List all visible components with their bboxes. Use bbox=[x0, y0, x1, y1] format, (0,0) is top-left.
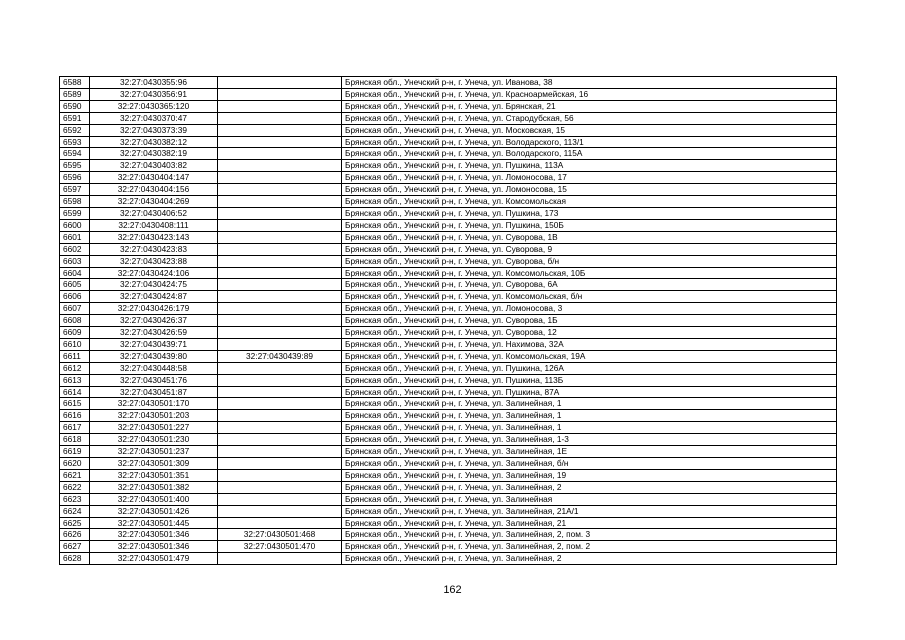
table-row bbox=[60, 422, 837, 434]
address-cell: Брянская обл., Унечский р-н, г. Унеча, ул. Залинейная, 2, пом. 2 bbox=[342, 541, 837, 553]
parent-cadastral-number-cell bbox=[218, 303, 342, 315]
address-cell: Брянская обл., Унечский р-н, г. Унеча, ул. Комсомольская, 10Б bbox=[342, 267, 837, 279]
row-number-cell: 6616 bbox=[60, 410, 90, 422]
table-row bbox=[60, 267, 837, 279]
table-row bbox=[60, 124, 837, 136]
cadastral-number-cell: 32:27:0430423:83 bbox=[90, 243, 218, 255]
parent-cadastral-number-cell bbox=[218, 148, 342, 160]
row-number-cell: 6607 bbox=[60, 303, 90, 315]
parent-cadastral-number-cell bbox=[218, 88, 342, 100]
cadastral-number-cell: 32:27:0430501:203 bbox=[90, 410, 218, 422]
address-cell: Брянская обл., Унечский р-н, г. Унеча, ул. Залинейная, 21 bbox=[342, 517, 837, 529]
cadastral-number-cell: 32:27:0430451:87 bbox=[90, 386, 218, 398]
parent-cadastral-number-cell bbox=[218, 434, 342, 446]
cadastral-number-cell: 32:27:0430448:58 bbox=[90, 362, 218, 374]
parent-cadastral-number-cell bbox=[218, 136, 342, 148]
table-row bbox=[60, 446, 837, 458]
cadastral-number-cell: 32:27:0430355:96 bbox=[90, 77, 218, 89]
row-number-cell: 6610 bbox=[60, 338, 90, 350]
parent-cadastral-number-cell bbox=[218, 469, 342, 481]
cadastral-number-cell: 32:27:0430501:309 bbox=[90, 458, 218, 470]
table-row bbox=[60, 136, 837, 148]
row-number-cell: 6598 bbox=[60, 196, 90, 208]
cadastral-number-cell: 32:27:0430426:179 bbox=[90, 303, 218, 315]
row-number-cell: 6602 bbox=[60, 243, 90, 255]
row-number-cell: 6615 bbox=[60, 398, 90, 410]
address-cell: Брянская обл., Унечский р-н, г. Унеча, ул. Залинейная, 2 bbox=[342, 481, 837, 493]
parent-cadastral-number-cell bbox=[218, 422, 342, 434]
table-row bbox=[60, 434, 837, 446]
table-row bbox=[60, 172, 837, 184]
parent-cadastral-number-cell bbox=[218, 458, 342, 470]
parent-cadastral-number-cell bbox=[218, 553, 342, 565]
address-cell: Брянская обл., Унечский р-н, г. Унеча, ул. Комсомольская, б/н bbox=[342, 291, 837, 303]
address-cell: Брянская обл., Унечский р-н, г. Унеча, ул. Залинейная, 1 bbox=[342, 410, 837, 422]
address-cell: Брянская обл., Унечский р-н, г. Унеча, ул. Брянская, 21 bbox=[342, 100, 837, 112]
row-number-cell: 6617 bbox=[60, 422, 90, 434]
address-cell: Брянская обл., Унечский р-н, г. Унеча, ул. Красноармейская, 16 bbox=[342, 88, 837, 100]
table-row bbox=[60, 279, 837, 291]
address-cell: Брянская обл., Унечский р-н, г. Унеча, ул. Пушкина, 150Б bbox=[342, 219, 837, 231]
address-cell: Брянская обл., Унечский р-н, г. Унеча, ул. Володарского, 113/1 bbox=[342, 136, 837, 148]
table-row bbox=[60, 77, 837, 89]
address-cell: Брянская обл., Унечский р-н, г. Унеча, ул. Залинейная, 2 bbox=[342, 553, 837, 565]
cadastral-number-cell: 32:27:0430424:75 bbox=[90, 279, 218, 291]
parent-cadastral-number-cell bbox=[218, 410, 342, 422]
address-cell: Брянская обл., Унечский р-н, г. Унеча, ул. Московская, 15 bbox=[342, 124, 837, 136]
cadastral-number-cell: 32:27:0430382:19 bbox=[90, 148, 218, 160]
table-row bbox=[60, 255, 837, 267]
cadastral-number-cell: 32:27:0430501:227 bbox=[90, 422, 218, 434]
cadastral-number-cell: 32:27:0430501:346 bbox=[90, 529, 218, 541]
address-cell: Брянская обл., Унечский р-н, г. Унеча, ул. Суворова, 6А bbox=[342, 279, 837, 291]
cadastral-number-cell: 32:27:0430501:445 bbox=[90, 517, 218, 529]
cadastral-number-cell: 32:27:0430426:37 bbox=[90, 315, 218, 327]
address-cell: Брянская обл., Унечский р-н, г. Унеча, ул. Комсомольская bbox=[342, 196, 837, 208]
parent-cadastral-number-cell bbox=[218, 231, 342, 243]
row-number-cell: 6601 bbox=[60, 231, 90, 243]
table-row bbox=[60, 338, 837, 350]
address-cell: Брянская обл., Унечский р-н, г. Унеча, ул. Володарского, 115А bbox=[342, 148, 837, 160]
parent-cadastral-number-cell bbox=[218, 100, 342, 112]
row-number-cell: 6619 bbox=[60, 446, 90, 458]
row-number-cell: 6596 bbox=[60, 172, 90, 184]
parent-cadastral-number-cell bbox=[218, 219, 342, 231]
address-cell: Брянская обл., Унечский р-н, г. Унеча, ул. Пушкина, 173 bbox=[342, 207, 837, 219]
parent-cadastral-number-cell bbox=[218, 338, 342, 350]
address-cell: Брянская обл., Унечский р-н, г. Унеча, ул. Суворова, 12 bbox=[342, 327, 837, 339]
address-cell: Брянская обл., Унечский р-н, г. Унеча, ул. Пушкина, 113Б bbox=[342, 374, 837, 386]
parent-cadastral-number-cell bbox=[218, 505, 342, 517]
row-number-cell: 6606 bbox=[60, 291, 90, 303]
row-number-cell: 6604 bbox=[60, 267, 90, 279]
row-number-cell: 6597 bbox=[60, 184, 90, 196]
row-number-cell: 6624 bbox=[60, 505, 90, 517]
address-cell: Брянская обл., Унечский р-н, г. Унеча, ул. Залинейная, 1 bbox=[342, 422, 837, 434]
cadastral-number-cell: 32:27:0430424:106 bbox=[90, 267, 218, 279]
address-cell: Брянская обл., Унечский р-н, г. Унеча, ул. Залинейная, 21А/1 bbox=[342, 505, 837, 517]
parent-cadastral-number-cell: 32:27:0430501:468 bbox=[218, 529, 342, 541]
row-number-cell: 6608 bbox=[60, 315, 90, 327]
table-row bbox=[60, 541, 837, 553]
table-row bbox=[60, 398, 837, 410]
table-row bbox=[60, 410, 837, 422]
parent-cadastral-number-cell bbox=[218, 124, 342, 136]
table-row bbox=[60, 303, 837, 315]
parent-cadastral-number-cell bbox=[218, 315, 342, 327]
row-number-cell: 6612 bbox=[60, 362, 90, 374]
table-row bbox=[60, 243, 837, 255]
row-number-cell: 6620 bbox=[60, 458, 90, 470]
cadastral-number-cell: 32:27:0430423:88 bbox=[90, 255, 218, 267]
address-cell: Брянская обл., Унечский р-н, г. Унеча, ул. Пушкина, 126А bbox=[342, 362, 837, 374]
address-cell: Брянская обл., Унечский р-н, г. Унеча, ул. Иванова, 38 bbox=[342, 77, 837, 89]
parent-cadastral-number-cell bbox=[218, 446, 342, 458]
row-number-cell: 6599 bbox=[60, 207, 90, 219]
parent-cadastral-number-cell bbox=[218, 172, 342, 184]
row-number-cell: 6618 bbox=[60, 434, 90, 446]
address-cell: Брянская обл., Унечский р-н, г. Унеча, ул. Суворова, 1В bbox=[342, 231, 837, 243]
parent-cadastral-number-cell bbox=[218, 374, 342, 386]
parent-cadastral-number-cell bbox=[218, 196, 342, 208]
row-number-cell: 6621 bbox=[60, 469, 90, 481]
address-cell: Брянская обл., Унечский р-н, г. Унеча, ул. Залинейная, 1 bbox=[342, 398, 837, 410]
row-number-cell: 6591 bbox=[60, 112, 90, 124]
parent-cadastral-number-cell bbox=[218, 160, 342, 172]
parent-cadastral-number-cell bbox=[218, 517, 342, 529]
table-row bbox=[60, 219, 837, 231]
address-cell: Брянская обл., Унечский р-н, г. Унеча, ул. Залинейная, 19 bbox=[342, 469, 837, 481]
cadastral-number-cell: 32:27:0430408:111 bbox=[90, 219, 218, 231]
table-row bbox=[60, 469, 837, 481]
row-number-cell: 6588 bbox=[60, 77, 90, 89]
table-row bbox=[60, 196, 837, 208]
row-number-cell: 6627 bbox=[60, 541, 90, 553]
cadastral-number-cell: 32:27:0430404:147 bbox=[90, 172, 218, 184]
row-number-cell: 6595 bbox=[60, 160, 90, 172]
row-number-cell: 6622 bbox=[60, 481, 90, 493]
parent-cadastral-number-cell bbox=[218, 362, 342, 374]
table-row bbox=[60, 327, 837, 339]
address-cell: Брянская обл., Унечский р-н, г. Унеча, ул. Ломоносова, 3 bbox=[342, 303, 837, 315]
cadastral-number-cell: 32:27:0430501:351 bbox=[90, 469, 218, 481]
cadastral-number-cell: 32:27:0430423:143 bbox=[90, 231, 218, 243]
table-row bbox=[60, 517, 837, 529]
table-row bbox=[60, 529, 837, 541]
row-number-cell: 6614 bbox=[60, 386, 90, 398]
parent-cadastral-number-cell bbox=[218, 112, 342, 124]
row-number-cell: 6590 bbox=[60, 100, 90, 112]
row-number-cell: 6625 bbox=[60, 517, 90, 529]
cadastral-number-cell: 32:27:0430439:80 bbox=[90, 350, 218, 362]
parent-cadastral-number-cell bbox=[218, 481, 342, 493]
table-row bbox=[60, 231, 837, 243]
table-row bbox=[60, 493, 837, 505]
cadastral-number-cell: 32:27:0430403:82 bbox=[90, 160, 218, 172]
table-row bbox=[60, 100, 837, 112]
row-number-cell: 6611 bbox=[60, 350, 90, 362]
cadastral-number-cell: 32:27:0430439:71 bbox=[90, 338, 218, 350]
table-row bbox=[60, 315, 837, 327]
row-number-cell: 6626 bbox=[60, 529, 90, 541]
table-row bbox=[60, 505, 837, 517]
address-cell: Брянская обл., Унечский р-н, г. Унеча, ул. Залинейная, 1Е bbox=[342, 446, 837, 458]
table-row bbox=[60, 207, 837, 219]
address-cell: Брянская обл., Унечский р-н, г. Унеча, ул. Пушкина, 113А bbox=[342, 160, 837, 172]
table-row bbox=[60, 386, 837, 398]
address-cell: Брянская обл., Унечский р-н, г. Унеча, ул. Залинейная bbox=[342, 493, 837, 505]
address-cell: Брянская обл., Унечский р-н, г. Унеча, ул. Пушкина, 87А bbox=[342, 386, 837, 398]
property-registry-table bbox=[59, 76, 837, 565]
cadastral-number-cell: 32:27:0430426:59 bbox=[90, 327, 218, 339]
parent-cadastral-number-cell bbox=[218, 207, 342, 219]
table-row bbox=[60, 553, 837, 565]
address-cell: Брянская обл., Унечский р-н, г. Унеча, ул. Залинейная, б/н bbox=[342, 458, 837, 470]
parent-cadastral-number-cell: 32:27:0430501:470 bbox=[218, 541, 342, 553]
row-number-cell: 6589 bbox=[60, 88, 90, 100]
cadastral-number-cell: 32:27:0430404:269 bbox=[90, 196, 218, 208]
address-cell: Брянская обл., Унечский р-н, г. Унеча, ул. Комсомольская, 19А bbox=[342, 350, 837, 362]
address-cell: Брянская обл., Унечский р-н, г. Унеча, ул. Ломоносова, 17 bbox=[342, 172, 837, 184]
cadastral-number-cell: 32:27:0430501:479 bbox=[90, 553, 218, 565]
parent-cadastral-number-cell bbox=[218, 398, 342, 410]
row-number-cell: 6600 bbox=[60, 219, 90, 231]
address-cell: Брянская обл., Унечский р-н, г. Унеча, ул. Ломоносова, 15 bbox=[342, 184, 837, 196]
table-row bbox=[60, 374, 837, 386]
cadastral-number-cell: 32:27:0430501:230 bbox=[90, 434, 218, 446]
cadastral-number-cell: 32:27:0430370:47 bbox=[90, 112, 218, 124]
table-row bbox=[60, 148, 837, 160]
parent-cadastral-number-cell bbox=[218, 243, 342, 255]
parent-cadastral-number-cell bbox=[218, 267, 342, 279]
parent-cadastral-number-cell bbox=[218, 291, 342, 303]
address-cell: Брянская обл., Унечский р-н, г. Унеча, ул. Залинейная, 2, пом. 3 bbox=[342, 529, 837, 541]
cadastral-number-cell: 32:27:0430501:400 bbox=[90, 493, 218, 505]
cadastral-number-cell: 32:27:0430501:170 bbox=[90, 398, 218, 410]
address-cell: Брянская обл., Унечский р-н, г. Унеча, ул. Суворова, 9 bbox=[342, 243, 837, 255]
row-number-cell: 6603 bbox=[60, 255, 90, 267]
parent-cadastral-number-cell: 32:27:0430439:89 bbox=[218, 350, 342, 362]
parent-cadastral-number-cell bbox=[218, 184, 342, 196]
table-row bbox=[60, 481, 837, 493]
row-number-cell: 6593 bbox=[60, 136, 90, 148]
cadastral-number-cell: 32:27:0430365:120 bbox=[90, 100, 218, 112]
row-number-cell: 6605 bbox=[60, 279, 90, 291]
table-body bbox=[60, 77, 837, 565]
cadastral-number-cell: 32:27:0430501:426 bbox=[90, 505, 218, 517]
address-cell: Брянская обл., Унечский р-н, г. Унеча, ул. Суворова, б/н bbox=[342, 255, 837, 267]
address-cell: Брянская обл., Унечский р-н, г. Унеча, ул. Нахимова, 32А bbox=[342, 338, 837, 350]
address-cell: Брянская обл., Унечский р-н, г. Унеча, ул. Суворова, 1Б bbox=[342, 315, 837, 327]
row-number-cell: 6594 bbox=[60, 148, 90, 160]
table-row bbox=[60, 184, 837, 196]
table-row bbox=[60, 160, 837, 172]
parent-cadastral-number-cell bbox=[218, 386, 342, 398]
cadastral-number-cell: 32:27:0430382:12 bbox=[90, 136, 218, 148]
address-cell: Брянская обл., Унечский р-н, г. Унеча, ул. Стародубская, 56 bbox=[342, 112, 837, 124]
row-number-cell: 6623 bbox=[60, 493, 90, 505]
row-number-cell: 6592 bbox=[60, 124, 90, 136]
table-row bbox=[60, 350, 837, 362]
parent-cadastral-number-cell bbox=[218, 493, 342, 505]
cadastral-number-cell: 32:27:0430424:87 bbox=[90, 291, 218, 303]
cadastral-number-cell: 32:27:0430501:237 bbox=[90, 446, 218, 458]
cadastral-number-cell: 32:27:0430406:52 bbox=[90, 207, 218, 219]
row-number-cell: 6609 bbox=[60, 327, 90, 339]
cadastral-number-cell: 32:27:0430501:382 bbox=[90, 481, 218, 493]
table-row bbox=[60, 291, 837, 303]
cadastral-number-cell: 32:27:0430404:156 bbox=[90, 184, 218, 196]
parent-cadastral-number-cell bbox=[218, 77, 342, 89]
parent-cadastral-number-cell bbox=[218, 279, 342, 291]
address-cell: Брянская обл., Унечский р-н, г. Унеча, ул. Залинейная, 1-3 bbox=[342, 434, 837, 446]
table-row bbox=[60, 458, 837, 470]
row-number-cell: 6613 bbox=[60, 374, 90, 386]
cadastral-number-cell: 32:27:0430356:91 bbox=[90, 88, 218, 100]
table-row bbox=[60, 112, 837, 124]
table-row bbox=[60, 362, 837, 374]
parent-cadastral-number-cell bbox=[218, 255, 342, 267]
parent-cadastral-number-cell bbox=[218, 327, 342, 339]
page-number: 162 bbox=[443, 584, 462, 596]
cadastral-number-cell: 32:27:0430501:346 bbox=[90, 541, 218, 553]
table-row bbox=[60, 88, 837, 100]
cadastral-number-cell: 32:27:0430373:39 bbox=[90, 124, 218, 136]
cadastral-number-cell: 32:27:0430451:76 bbox=[90, 374, 218, 386]
row-number-cell: 6628 bbox=[60, 553, 90, 565]
